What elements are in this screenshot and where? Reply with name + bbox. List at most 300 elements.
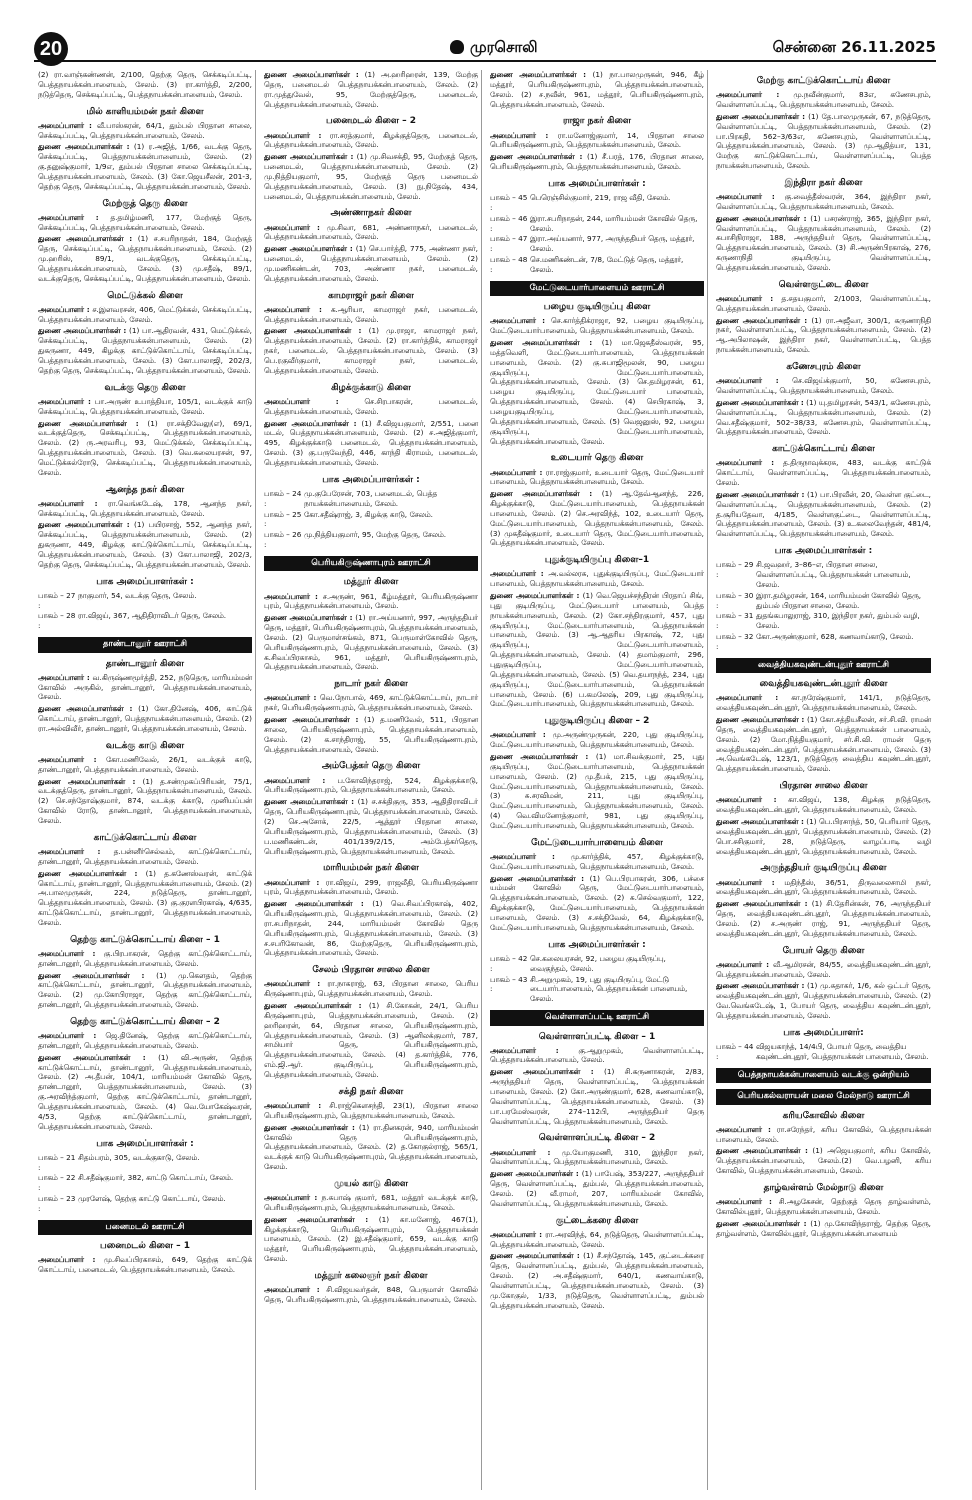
member-entry bbox=[264, 592, 478, 612]
ward-row bbox=[490, 975, 704, 1005]
section bbox=[490, 281, 704, 447]
member-entry bbox=[716, 899, 931, 938]
section bbox=[490, 939, 704, 1004]
role-label: அமைப்பாளர் : bbox=[716, 458, 775, 468]
section-title: பாக அமைப்பாளர்கள் : bbox=[548, 178, 646, 189]
role-label: துணை அமைப்பாளர்கள் : bbox=[38, 142, 130, 152]
ward-number: பாகம் – 27 : bbox=[38, 590, 76, 610]
member-entry bbox=[490, 152, 704, 172]
member-details: த.சதயகுமார், 2/1003, வெள்ளாளப்பட்டி, பெத்தநாயக்கன்பாளையம், சேலம். bbox=[716, 293, 931, 313]
ward-number: பாகம் – 43 : bbox=[490, 974, 528, 994]
section bbox=[716, 780, 931, 856]
member-details: (1) சி.கருணாகரன், 2/83, அருந்ததியர் தெரு, வெள்ளாளப்பட்டி, பெத்தநாயக்கன் பாளையம், சேலம். (2) கோ.அருண்குமார், 628, கணவாய்காடு, வெள்ளாளப்பட்டி, பெத்தநாயக்கன்பாளையம், சேலம். (3) பா.பரமேஸ்வரன், 274–112பி, அருந்ததியர் தெரு வெள்ளாளப்பட்டி, பெத்தநாயக்கன்பாளையம், சேலம். bbox=[490, 1067, 704, 1126]
role-label: துணை அமைப்பாளர்கள் : bbox=[716, 981, 805, 991]
role-label: துணை அமைப்பாளர்கள் : bbox=[38, 234, 133, 244]
section bbox=[716, 279, 931, 355]
section-title: நாடார் நகர் கிளை bbox=[334, 679, 408, 690]
role-label: அமைப்பாளர் : bbox=[490, 467, 543, 477]
member-entry bbox=[716, 398, 931, 437]
section-title: பிரதான சாலை கிளை bbox=[779, 781, 868, 792]
member-entry bbox=[490, 591, 704, 709]
member-details: வ.கிருஷ்ணமூர்த்தி, 252, நடுதெரு, மாரியம்மன் கோவில் அருகில், தாண்டானூர், பெத்தநாயக்கன்பாளையம், சேலம். bbox=[38, 672, 252, 702]
member-entry bbox=[264, 326, 478, 375]
header-rule bbox=[34, 60, 936, 62]
section-title: பனைமடல் கிளை – 1 bbox=[100, 1241, 190, 1252]
ward-row bbox=[490, 214, 704, 234]
member-details: (1) ர.அஜித், 1/66, வடக்கு தெரு, செக்கடிப்பட்டி, பெத்தநாயக்கன்பாளையம், சேலம். (2) கு.தனுஷ்குமார், 1/9எ, தும்பல் பிரதான சாலை செக்கடிப்பட்டி, பெத்தநாயக்கன்பாளையம், சேலம். (3) கோ.ஜெயசீலன், 201-3, தெற்கு தெரு, செக்கடிப்பட்டி, பெத்தநாயக்கன்பாளையம், சேலம். bbox=[38, 142, 252, 191]
member-entry bbox=[38, 777, 252, 826]
role-label: அமைப்பாளர் : bbox=[264, 1285, 320, 1295]
role-label: அமைப்பாளர் : bbox=[716, 192, 775, 202]
ward-organiser: மு.குபேரேசன், 703, பனைமடல், பெத்த நாயக்கன்பாளையம், சேலம். bbox=[304, 488, 438, 508]
member-details: ந.சுபாஷ் குமார், 681, மத்தூர் வடக்குக் காடு, பெரியகிருஷ்ணாபுரம், பெத்தநாயக்கன்பாளையம், சேலம். bbox=[264, 1193, 479, 1212]
role-label: அமைப்பாளர் : bbox=[264, 775, 326, 785]
section bbox=[490, 452, 704, 548]
role-label: அமைப்பாளர் : bbox=[716, 877, 775, 887]
ward-row bbox=[490, 193, 704, 213]
role-label: துணை அமைப்பாளர்கள் : bbox=[490, 1251, 580, 1261]
member-details: (1) ச.சபரிநாதன், 184, மேற்குத் தெரு, செக்கடிப்பட்டி, பெத்தநாயக்கன்பாளையம், சேலம். (2) மு.ஹரிஸ், 89/1, வடக்குதெரு, செக்கடிப்பட்டி, பெத்தநாயக்கன்பாளையம், சேலம். (3) மு.சதீஷ், 89/1, வடக்குதெரு, செக்கடிப்பட்டி, பெத்தநாயக்கன்பாளையம், சேலம். bbox=[38, 234, 252, 283]
member-details: வீ.பாஸ்கரன், 64/1, தும்பல் பிரதான சாலை, செக்கடிப்பட்டி, பெத்தநாயக்கன்பாளையம், சேலம். bbox=[38, 120, 253, 140]
ward-organiser: கோ.அருண்குமார், 628, கணவாய்காடு, சேலம். bbox=[756, 632, 914, 642]
role-label: துணை அமைப்பாளர்கள் : bbox=[38, 776, 136, 786]
member-details: மு.சிவா, 681, அண்ணாநகர், பனைமடல், பெத்தநாயக்கன்பாளையம், சேலம். bbox=[264, 222, 478, 242]
role-label: அமைப்பாளர் : bbox=[264, 396, 339, 406]
panchayat-banner: மேட்டுடையார்பாளையம் ஊராட்சி bbox=[490, 281, 704, 296]
ward-row bbox=[38, 591, 252, 611]
role-label: துணை அமைப்பாளர்கள் : bbox=[264, 613, 353, 623]
section-title: பாக அமைப்பாளர்: bbox=[783, 1027, 864, 1038]
role-label: துணை அமைப்பாளர்கள் : bbox=[264, 1001, 362, 1011]
column-2 bbox=[264, 70, 482, 1490]
member-details: க.ஆரியா, காமராஜர் நகர், பனைமடல், பெத்தநாயக்கன்பாளையம், சேலம். bbox=[264, 304, 478, 324]
member-details: மதிந்தீஸ், 36/51, திருவலைசாமி நகர், வைத்தியகவுண்டன்புதூர், பெத்தநாயக்கன்பாளையம், சேலம். bbox=[716, 877, 932, 897]
ward-number: பாகம் – 42 : bbox=[490, 953, 528, 973]
ward-organiser: முரளேஷ், தெற்கு காட்டு கொட்டாய், சேலம். bbox=[78, 1194, 226, 1204]
member-details: மு.அருண்முருகன், 220, புது குடியிருப்பு, மேட்டுடையார்பாளையம், பெத்தநாயக்கன்பாளையம், சேலம். bbox=[490, 730, 704, 750]
section bbox=[490, 554, 704, 709]
member-entry bbox=[490, 1046, 704, 1066]
member-entry bbox=[490, 730, 704, 750]
member-details: த.தமிழ்மணி, 177, மேற்குத் தெரு, செக்கடிப்பட்டி, பெத்தநாயக்கன்பாளையம், சேலம். bbox=[38, 212, 253, 232]
section-title: புதுக்குடியிருப்பு கிளை–1 bbox=[544, 555, 650, 566]
member-details: கு.பிரபாகரன், தெற்கு காட்டுக்கொட்டாய், தாண்டானூர், பெத்தநாயக்கன்பாளையம், சேலம். bbox=[38, 948, 252, 968]
member-entry bbox=[490, 70, 704, 109]
section-title: உடையார் தெரு கிளை bbox=[550, 453, 644, 464]
section-title: புதுகுடியிருப்பு கிளை – 2 bbox=[544, 716, 650, 727]
ward-organiser: ரா.விஜய், 367, ஆதிதிராவிடர் தெரு, சேலம். bbox=[78, 611, 227, 621]
role-label: அமைப்பாளர் : bbox=[264, 591, 318, 601]
section-title: அருந்ததியர் குடியிருப்பு கிளை bbox=[760, 863, 887, 874]
role-label: துணை அமைப்பாளர்கள் : bbox=[716, 899, 808, 909]
member-details: (1) கா.மனோஜ், 467(1), கிழக்குக்காடு, பெரியகிருஷ்ணாபுரம், பெத்தநாயக்கன் பாளையம், சேலம். (2) இ.சதீஷ்குமார், 659, வடக்கு காடு மத்தூர், பெரியகிருஷ்ணாபுரம், பெத்தநாயக்கன்பாளையம், சேலம். bbox=[264, 1214, 478, 1264]
section bbox=[38, 1220, 252, 1275]
role-label: அமைப்பாளர் : bbox=[38, 672, 90, 682]
panchayat-banner: பெத்தநாயக்கன்பாளையம் வடக்கு ஒன்றியம் bbox=[716, 1068, 931, 1083]
member-details: சி.அழகேசன், தெற்குத் தெரு தாழ்வள்ளம், கோவில்புதூர், பெத்தநாயக்கன்பாளையம், சேலம். bbox=[716, 1197, 931, 1216]
section-title: தாழ்வள்ளம் மேல்நாடு கிளை bbox=[763, 1182, 884, 1193]
ward-organiser: சி.ஜவஹர், 3–86–எ, பிரதான சாலை, வெள்ளாளப்பட்டி, பெத்தநாயக்கன் பாளையம், சேலம். bbox=[756, 560, 911, 589]
member-details: ச.இளவரசன், 406, மெட்டுக்கல், செக்கடிப்பட்டி, பெத்தநாயக்கன்பாளையம், சேலம். bbox=[38, 304, 252, 324]
section bbox=[490, 1010, 704, 1126]
ward-organiser: சி.சதீஷ்குமார், 382, காட்டு கொட்டாய், சேலம். bbox=[78, 1173, 234, 1183]
member-details: மு.சிவப்பிரகாசம், 649, தெற்கு காட்டுக் கொட்டாய், பனைமடல், பெத்தநாயக்கன்பாளையம், சேலம். bbox=[38, 1255, 253, 1275]
ward-number: பாகம் – 30 : bbox=[716, 590, 754, 610]
section bbox=[490, 715, 704, 831]
member-entry bbox=[490, 1148, 704, 1168]
member-entry bbox=[716, 490, 931, 539]
member-entry bbox=[264, 979, 478, 999]
section bbox=[716, 1089, 931, 1176]
member-details: மு.யோகுமணி, 310, இந்திரா நகர், வெள்ளாளப்பட்டி, பெத்தநாயக்கன்பாளையம், சேலம். bbox=[490, 1147, 705, 1167]
ward-organiser: நாகுமார், 54, வடக்கு தெரு, சேலம். bbox=[78, 590, 197, 600]
member-details: (1) பெ.பிரபாகரன், 306, பச்சை யம்மன் கோவில் தெரு, மேட்டுடையார்பாளையம், பெத்தநாயக்கன்பாளையம், சேலம். (2) சு.செல்வகுமார், 122, கிழக்குக்காடு, மேட்டுடையார்பாளையம், பெத்தநாயக்கன் பாளையம், சேலம். (3) ச.சக்திவேல், 64, கிழக்குக்காடு, மேட்டுடையார்பாளையம், பெத்தநாயக்கன்பாளையம், சேலம். bbox=[490, 873, 704, 932]
role-label: அமைப்பாளர் : bbox=[716, 693, 779, 703]
ward-row bbox=[716, 560, 931, 590]
role-label: துணை அமைப்பாளர்கள் : bbox=[716, 213, 807, 223]
section-title: வைத்தியகவுண்டன்புதூர் கிளை bbox=[759, 679, 888, 690]
ward-row bbox=[716, 611, 931, 631]
role-label: துணை அமைப்பாளர்கள் : bbox=[490, 752, 589, 762]
member-details: (1) அ.ஹரிஹரன், 139, மேற்கு தெரு, பனைமடல் பெத்தநாயக்கன்பாளையம், சேலம். (2) ரா.முத்துவேல், 95, மேற்குத்தெரு, பனைமடல், பெத்தநாயக்கன்பாளையம், சேலம். bbox=[264, 70, 478, 109]
role-label: அமைப்பாளர் : bbox=[264, 222, 320, 232]
member-entry bbox=[490, 1251, 704, 1310]
newspaper-name bbox=[450, 38, 538, 58]
column-4 bbox=[716, 70, 934, 1490]
member-entry bbox=[490, 338, 704, 446]
member-details: கா.விஜய், 138, கிழக்கு நடுத்தெரு, வைத்தியகவுண்டன்புதூர், பெத்தநாயக்கன்பாளையம், சேலம். bbox=[716, 795, 931, 815]
ward-row bbox=[38, 611, 252, 631]
ward-row bbox=[38, 1173, 252, 1193]
ward-organiser: செ.கலையரசன், 92, பழைய குடியிருப்பு, வைகுந்தம், சேலம். bbox=[530, 953, 666, 973]
member-details: கு.ஆறுமுகம், வெள்ளாளப்பட்டி, பெத்தநாயக்கன்பாளையம், சேலம். bbox=[490, 1045, 704, 1065]
section-title: பாக அமைப்பாளர்கள் : bbox=[96, 576, 194, 587]
role-label: அமைப்பாளர் : bbox=[716, 90, 780, 100]
section bbox=[264, 964, 478, 1080]
member-entry bbox=[716, 817, 931, 856]
role-label: துணை அமைப்பாளர்கள் : bbox=[264, 797, 355, 807]
ward-number: பாகம் – 24 : bbox=[264, 488, 302, 508]
member-entry bbox=[716, 458, 931, 488]
role-label: துணை அமைப்பாளர்கள் : bbox=[490, 338, 593, 348]
ward-number: பாகம் – 22 : bbox=[38, 1173, 76, 1193]
section-title: வெள்ளாளப்பட்டி கிளை – 2 bbox=[538, 1133, 656, 1144]
member-details: (1) வி.அருண், தெற்கு காட்டுக்கொட்டாய், தாண்டானூர், பெத்தநாயக்கன்பாளையம், சேலம். (2) அ.தீபன், 104/1, மாரியம்மன் கோவில் தெரு, தாண்டானூர், பெத்தநாயக்கன்பாளையம், சேலம். (3) கு.அரவிந்த்குமார், தெற்கு காட்டுக்கொட்டாய், தாண்டானூர், பெத்தநாயக்கன்பாளையம், சேலம். (4) வெ.யோகேஷ்வரன், 4/53, தெற்கு காட்டுக்கொட்டாய், தாண்டானூர், பெத்தநாயக்கன்பாளையம், சேலம். bbox=[38, 1052, 252, 1131]
role-label: அமைப்பாளர் : bbox=[264, 979, 321, 989]
role-label: துணை அமைப்பாளர்கள் : bbox=[264, 715, 359, 725]
member-details: அ.வல்லரசு, புதுக்குடியிருப்பு, மேட்டுடையார் பாளையம், பெத்தநாயக்கன்பாளையம், சேலம். bbox=[490, 569, 704, 589]
member-entry bbox=[716, 960, 931, 980]
section-title: முயல் காடு கிளை bbox=[334, 1178, 408, 1189]
member-entry bbox=[716, 294, 931, 314]
member-details: (1) ரா.தினகரன், 940, மாரியம்மன் கோவில் தெரு பெரியகிருஷ்ணாபுரம், பெத்தநாயக்கன்பாளையம், சேலம். (2) த.கோகுல்ராஜ், 565/1, வடக்குக் காடு பெரியகிருஷ்ணாபுரம், பெத்தநாயக்கன்பாளையம், சேலம். bbox=[264, 1122, 478, 1172]
ward-number: பாகம் – 47 : bbox=[490, 234, 528, 254]
section bbox=[38, 740, 252, 826]
section-title: பாக அமைப்பாளர்கள் : bbox=[548, 939, 646, 950]
member-details: வீ.ஆமிரசன், 84/55, வைத்தியகவுண்டன்புதூர், பெத்தநாயக்கன்பாளையம், சேலம். bbox=[716, 959, 931, 979]
section-title: குட்டைக்கரை கிளை bbox=[555, 1215, 639, 1226]
role-label: அமைப்பாளர் : bbox=[490, 1229, 543, 1239]
member-details: (1) பெ.பிரசாந்த், 50, பெரியார் தெரு, வைத்தியகவுண்டன்புதூர், பெத்தநாயக்கன்பாளையம், சேலம். (2) பொ.சசிகுமார், 28, நடுத்தெரு, வாழப்பாடி வழி வைத்தியகவுண்டன்புதூர், பெத்தநாயக்கன்பாளையம், சேலம். bbox=[716, 817, 932, 856]
ward-number: பாகம் – 26 : bbox=[264, 530, 302, 550]
member-entry bbox=[264, 397, 478, 417]
section-title: வடக்கு தெரு கிளை bbox=[104, 382, 186, 393]
section bbox=[716, 862, 931, 938]
ward-number: பாகம் – 28 : bbox=[38, 611, 76, 631]
ward-number: பாகம் – 45 : bbox=[490, 193, 528, 212]
member-entry bbox=[716, 981, 931, 1020]
ward-number: பாகம் – 46 : bbox=[490, 213, 528, 233]
member-entry bbox=[490, 489, 704, 548]
role-label: துணை அமைப்பாளர்கள் : bbox=[264, 418, 357, 428]
ward-row bbox=[490, 234, 704, 254]
member-details: ரா.மனோஜ்குமார், 14, பிரதான சாலை பெரியகிருஷ்ணாபுரம், பெத்தநாயக்கன்பாளையம், சேலம். bbox=[490, 130, 704, 150]
role-label: துணை அமைப்பாளர்கள் : bbox=[490, 1067, 594, 1077]
section-title: மத்தூர் கிளை bbox=[343, 577, 399, 588]
role-label: துணை அமைப்பாளர்கள் : bbox=[490, 591, 580, 601]
member-entry bbox=[38, 142, 252, 191]
role-label: அமைப்பாளர் : bbox=[264, 304, 322, 314]
ward-organiser: சி.அறுமுகம், 19, புது குடியிருப்பு, மேட்டு டையார்பாளையம், பெத்தநாயக்கன் பாளையம், சேலம். bbox=[530, 974, 688, 1004]
columns-container bbox=[38, 70, 934, 1490]
member-entry bbox=[264, 1193, 478, 1213]
member-details: ச.அருண், 961, கீழ்மத்தூர், பெரியகிருஷ்ணா புரம், பெத்தநாயக்கன்பாளையம், சேலம். bbox=[264, 591, 478, 611]
section bbox=[38, 198, 252, 284]
ward-organiser: துதங்கபாலுராஜ், 310, இந்திரா நகர், தும்பல் வழி, சேலம். bbox=[756, 611, 920, 631]
member-details: ப.கோவிந்தராஜ், 524, கிழக்குக்காடு, பெரியகிருஷ்ணாபுரம், பெத்தநாயக்கன்பாளையம், சேலம். bbox=[264, 775, 478, 795]
section bbox=[38, 1138, 252, 1214]
member-details: ரா.அரவிந்த், 64, நடுத்தெரு, வெள்ளாளப்பட்டி, பெத்தநாயக்கன்பாளையம், சேலம். bbox=[490, 1229, 704, 1249]
section bbox=[38, 832, 252, 928]
member-entry bbox=[490, 131, 704, 151]
role-label: துணை அமைப்பாளர்கள் : bbox=[264, 1214, 369, 1224]
member-details: (1) ரா.சக்திவேலு(எ), 69/1, வடக்குத்தெரு, செக்கடிப்பட்டி, பெத்தநாயக்கன்பாளையம், சேலம். (2) ரு.அரவரிபு, 93, மெட்டுக்கல், செக்கடிப்பட்டி, பெத்தநாயக்கன்பாளையம், சேலம். (3) வெ.கலையரசன், 97, மெட்டுக்கல்ரோடு, செக்கடிப்பட்டி, பெத்தநாயக்கன்பாளையம், சேலம். bbox=[38, 418, 252, 477]
section-title: காட்டுக்கொட்டாய் கிளை bbox=[772, 444, 875, 455]
ward-number: பாகம் – 48 : bbox=[490, 255, 528, 274]
section bbox=[716, 1068, 931, 1083]
member-details: செ.விஜய்க்குமார், 50, கணேசபுரம், வெள்ளாளப்பட்டி, பெத்தநாயக்கன்பாளையம், சேலம். bbox=[716, 376, 931, 395]
section-title: மேற்குத் தெரு கிளை bbox=[102, 198, 188, 209]
member-details: ரா.வெங்கடேஷ், 178, ஆனந்த நகர், செக்கடிப்பட்டி, பெத்தநாயக்கன்பாளையம், சேலம். bbox=[38, 498, 252, 518]
role-label: துணை அமைப்பாளர்கள் : bbox=[264, 326, 362, 336]
member-entry bbox=[490, 1067, 704, 1126]
member-entry bbox=[490, 1169, 704, 1208]
member-details: ரா.ராஜ்குமார், உடையார் தெரு, மேட்டுடையார் பாளையம், பெத்தநாயக்கன்பாளையம், சேலம். bbox=[490, 467, 704, 487]
member-details: (1) மா.சிவக்குமார், 25, புது குடியிருப்பு, மேட்டுடையார்பாளையம், பெத்தநாயக்கன் பாளையம், சேலம். (2) மு.தீபக், 215, புது குடியிருப்பு, மேட்டுடையார்பாளையம், பெத்தநாயக்கன்பாளையம், சேலம். (3) சு.சரவிமன், 211, புது குடியிருப்பு, மேட்டுடையார்பாளையம், பெத்தநாயக்கன்பாளையம், சேலம். (4) வெ.விமனோத்குமார், 981, புது குடியிருப்பு, மேட்டுடையார்பாளையம், பெத்தநாயக்கன்பாளையம், சேலம். bbox=[490, 752, 704, 830]
member-entry bbox=[38, 121, 252, 141]
section-title: தாண்டானூர் கிளை bbox=[105, 658, 185, 669]
ward-number: பாகம் – 25 : bbox=[264, 509, 302, 529]
role-label: அமைப்பாளர் : bbox=[264, 1193, 318, 1203]
section bbox=[490, 70, 704, 109]
role-label: அமைப்பாளர் : bbox=[716, 293, 774, 303]
role-label: அமைப்பாளர் : bbox=[38, 1255, 96, 1265]
member-entry bbox=[716, 90, 931, 110]
member-entry bbox=[38, 704, 252, 734]
member-details: (1) பசரண்ராஜ், 365, இந்திரா நகர், வெள்ளாளப்பட்டி, பெத்தநாயக்கன்பாளையம், சேலம். (2) சுபாசிநிராஜா, 188, அருந்ததியர் தெரு, வெள்ளாளப்பட்டி, பெத்தநாயக்கன்பாளையம், சேலம். (3) சி.அருண்பிரகாஷ், 276, கருணாநிதி குடியிருப்பு, வெள்ளாளப்பட்டி, பெத்தநாயக்கன்பாளையம், சேலம். bbox=[716, 213, 931, 272]
ward-organiser: சிதம்பரம், 305, வடக்குகாடு, சேலம். bbox=[78, 1152, 200, 1162]
member-entry bbox=[716, 112, 931, 171]
member-details: (1) அஜெயகுமார், கரிய கோவில், பெத்தநாயக்கன்பாளையம், சேலம்.(2) வெ.பழனி, கரிய கோவில், பெத்தநாயக்கன்பாளையம், சேலம். bbox=[716, 1146, 931, 1176]
member-entry bbox=[716, 1125, 931, 1145]
role-label: துணை அமைப்பாளர்கள் : bbox=[38, 326, 127, 336]
member-details: (1) மு.கோவிந்தராஜ், தெற்கு தெரு, தாழ்வள்ளம், கோவில்புதூர், பெத்தநாயக்கன்பாளையம் bbox=[716, 1218, 931, 1238]
member-entry bbox=[264, 419, 478, 468]
member-entry bbox=[264, 715, 478, 754]
member-details: (1) யு.தமிழரசன், 543/1, கணேசபுரம், வெள்ளாளப்பட்டி, பெத்தநாயக்கன்பாளையம், சேலம். (2) வெ.சதீஷ்குமார், 502–38/33, கணேசபுரம், வெள்ளாளப்பட்டி, பெத்தநாயக்கன்பாளையம், சேலம். bbox=[716, 397, 931, 437]
role-label: அமைப்பாளர் : bbox=[490, 730, 546, 740]
member-entry bbox=[38, 326, 252, 375]
role-label: துணை அமைப்பாளர்கள் : bbox=[38, 868, 138, 878]
role-label: அமைப்பாளர் : bbox=[38, 498, 98, 508]
role-label: அமைப்பாளர் : bbox=[716, 1124, 771, 1134]
section bbox=[716, 545, 931, 652]
role-label: துணை அமைப்பாளர்கள் : bbox=[716, 315, 808, 325]
column-3 bbox=[490, 70, 708, 1490]
section bbox=[490, 1132, 704, 1208]
section-title: மில் காளியம்மன் நகர் கிளை bbox=[86, 106, 204, 117]
member-details: செ.கார்த்திக்ராஜா, 92, பழைய குடியிருப்பு, மேட்டுடையார்பாளையம், பெத்தநாயக்கன்பாளையம், சேலம். bbox=[490, 316, 704, 336]
ward-organiser: இரா.அய்யனார், 977, அருந்ததியர் தெரு, மத்தூர், சேலம். bbox=[530, 234, 695, 254]
section-title: வெள்ளாளப்பட்டி கிளை – 1 bbox=[538, 1031, 656, 1042]
ward-organiser: பெரெஞ்சில்குமார், 219, ராஜ வீதி, சேலம். bbox=[530, 193, 671, 203]
member-details: (1) ஆ.தேவ்ஆனந்த், 226, கிழக்குக்காடு, மேட்டுடையார்பாளையம், பெத்தநாயக்கன் பாளையம், சேலம். (2) செ.அரவிந்த், 102, உடையார் தெரு, மேட்டுடையார்பாளையம், பெத்தநாயக்கன்பாளையம், சேலம். (3) முகதீஷ்குமார், உடையார் தெரு, மேட்டுடையார்பாளையம், பெத்தநாயக்கன்பாளையம், சேலம். bbox=[490, 489, 704, 548]
member-details: ரா.சரத்குமார், கிழக்குத்தெரு, பனைமடல், பெத்தநாயக்கன்பாளையம், சேலம். bbox=[264, 130, 478, 150]
role-label: அமைப்பாளர் : bbox=[490, 1045, 559, 1055]
section bbox=[38, 934, 252, 1010]
section bbox=[38, 382, 252, 478]
section bbox=[716, 75, 931, 171]
section bbox=[490, 178, 704, 275]
ward-row bbox=[38, 1194, 252, 1214]
member-entry bbox=[490, 752, 704, 831]
role-label: துணை அமைப்பாளர்கள் : bbox=[716, 715, 805, 725]
role-label: துணை அமைப்பாளர்கள் : bbox=[38, 704, 133, 714]
member-entry bbox=[38, 305, 252, 325]
murasoli-logo-icon bbox=[450, 40, 464, 54]
member-details: (1) வெ.சிவப்பிரகாஷ், 402, பெரியகிருஷ்ணாபுரம், பெத்தநாயக்கன்பாளையம், சேலம். (2) ரா.சபரிநாதன், 244, மாரியம்மன் கோவில் தெரு பெரியகிருஷ்ணாபுரம், பெத்தநாயக்கன்பாளையம், சேலம். (3) ச.சபரிகோவன், 86, மேற்குதெரு, பெரியகிருஷ்ணாபுரம், பெத்தநாயக்கன்பாளையம், சேலம். bbox=[264, 899, 478, 958]
section-title: மத்தூர் கலைஞர் நகர் கிளை bbox=[314, 1270, 428, 1281]
role-label: துணை அமைப்பாளர்கள் : bbox=[38, 520, 130, 530]
panchayat-banner: பெரியகல்வராயன் மலை மேல்நாடு ஊராட்சி bbox=[716, 1089, 931, 1104]
member-entry bbox=[38, 1053, 252, 1132]
member-entry bbox=[716, 1197, 931, 1217]
member-entry bbox=[264, 878, 478, 898]
section bbox=[264, 115, 478, 201]
role-label: அமைப்பாளர் : bbox=[38, 948, 96, 958]
ward-row bbox=[490, 255, 704, 275]
section-title: தெற்கு காட்டுக்கொட்டாய் கிளை – 1 bbox=[70, 934, 220, 945]
section-title: பனைமடல் கிளை – 2 bbox=[326, 116, 416, 127]
member-entry bbox=[716, 1146, 931, 1176]
section bbox=[716, 1027, 931, 1062]
role-label: அமைப்பாளர் : bbox=[38, 212, 99, 222]
section bbox=[38, 1016, 252, 1132]
member-entry bbox=[264, 797, 478, 856]
member-entry bbox=[264, 1123, 478, 1172]
section bbox=[38, 70, 252, 100]
section-title: கணேசபுரம் கிளை bbox=[786, 361, 861, 372]
member-entry bbox=[490, 468, 704, 488]
edition-date: சென்னை 26.11.2025 bbox=[772, 38, 936, 56]
member-details: (1) ரா.அய்யனார், 997, அருந்ததியர் தெரு, மத்தூர், பெரியகிருஷ்ணாபுரம், பெத்தநாயக்கன்பாளையம், சேலம். (2) பெருமாள்சங்கம், 871, பெருமாள்கோவில் தெரு, பெரியகிருஷ்ணாபுரம், பெத்தநாயக்கன்பாளையம், சேலம். (3) க.சிவப்பிரகாசம், 961, மத்தூர், பெரியகிருஷ்ணாபுரம், பெத்தநாயக்கன்பாளையம், சேலம். bbox=[264, 613, 478, 672]
page-number: 20 bbox=[34, 32, 68, 66]
section bbox=[38, 637, 252, 734]
newspaper-title: முரசொலி bbox=[470, 38, 538, 56]
section-title: அம்பேத்கர் தெரு கிளை bbox=[321, 761, 421, 772]
ward-organiser: செ.மணிகண்டன், 7/8, மேட்டுத் தெரு, மத்தூர், சேலம். bbox=[530, 255, 684, 274]
member-details: (1) ரா.அஜீவா, 300/1, கருணாநிதி நகர், வெள்ளாளப்பட்டி, பெத்தநாயக்கன்பாளையம், சேலம். (2) ஆ.அபிலாஷன், இந்திரா நகர், வெள்ளாளப்பட்டி, பெத்த நாயக்கன்பாளையம், சேலம். bbox=[716, 315, 931, 355]
role-label: அமைப்பாளர் : bbox=[716, 795, 777, 805]
role-label: துணை அமைப்பாளர்கள் : bbox=[264, 70, 359, 79]
member-details: (1) ச.சக்திகுரு, 353, ஆதிதிராவிடர் தெரு, பெரியகிருஷ்ணாபுரம், பெத்தநாயக்கன்பாளையம், சேலம். (2) செ.அசோக், 22/5, ஆத்தூர் பிரதான சாலை, பெரியகிருஷ்ணாபுரம், பெத்தநாயக்கன்பாளையம், சேலம். (3) ப.மணிகண்டன், 401/139/2/15, அம்பேத்கர்தெரு, பெரியகிருஷ்ணாபுரம், பெத்தநாயக்கன்பாளையம், சேலம். bbox=[264, 797, 478, 856]
panchayat-banner: வெள்ளாளப்பட்டி ஊராட்சி bbox=[490, 1010, 704, 1025]
section bbox=[716, 1182, 931, 1239]
member-entry bbox=[38, 234, 252, 283]
section bbox=[264, 678, 478, 754]
role-label: துணை அமைப்பாளர்கள் : bbox=[716, 111, 806, 121]
section-title: மெட்டுக்கல் கிளை bbox=[107, 290, 183, 301]
section-title: காட்டுக்கொட்டாய் கிளை bbox=[93, 832, 197, 843]
section-title: கரியகோவில் கிளை bbox=[782, 1110, 865, 1121]
section-title: காமராஜர் நகர் கிளை bbox=[328, 290, 414, 301]
member-entry bbox=[264, 223, 478, 243]
member-entry bbox=[716, 1219, 931, 1239]
member-entry bbox=[264, 613, 478, 672]
section bbox=[264, 70, 478, 109]
section bbox=[490, 837, 704, 933]
member-details: கோ.மணிவேல், 26/1, வடக்குக் காடு, தாண்டானூர், பெத்தநாயக்கன்பாளையம், சேலம். bbox=[38, 754, 252, 774]
member-entry bbox=[716, 192, 931, 212]
member-details: (1) பாபேஷ், 353/227, அருந்ததியர் தெரு, வெள்ளாளப்பட்டி, தும்பல், பெத்தநாயக்கன்பாளையம், சேலம். (2) வீ.ராமர், 207, மாரியம்மன் கோவில், வெள்ளாளப்பட்டி, பெத்தநாயக்கன்பாளையம், சேலம். bbox=[490, 1169, 704, 1208]
panchayat-banner: தாண்டானூர் ஊராட்சி bbox=[38, 637, 252, 652]
role-label: அமைப்பாளர் : bbox=[716, 1197, 772, 1207]
member-details: வெ.நோபால், 469, காட்டுக்கொட்டாய், நாடார் நகர், பெரியகிருஷ்ணாபுரம், பெத்தநாயக்கன்பாளையம், சேலம். bbox=[264, 693, 479, 713]
member-entry bbox=[264, 1215, 478, 1264]
role-label: அமைப்பாளர் : bbox=[38, 120, 92, 130]
ward-organiser: மு.நித்தியகுமார், 95, மேற்கு தெரு, சேலம். bbox=[304, 530, 447, 540]
member-details: (1) சீ.பரத், 176, பிரதான சாலை, பெரியகிருஷ்ணாபுரம், பெத்தநாயக்கன்பாளையம், சேலம். bbox=[490, 152, 704, 172]
role-label: துணை அமைப்பாளர்கள் : bbox=[490, 70, 586, 79]
member-details: (1) மு.கௌதம், தெற்கு காட்டுக்கொட்டாய், தாண்டானூர், பெத்தநாயக்கன்பாளையம், சேலம். (2) மு.கோபிராஜா, தெற்கு காட்டுக்கொட்டாய், தாண்டானூர், பெத்தநாயக்கன்பாளையம், சேலம். bbox=[38, 970, 252, 1010]
role-label: துணை அமைப்பாளர்கள் : bbox=[264, 1122, 355, 1132]
section bbox=[264, 290, 478, 376]
member-details: ஜெ.தினேஷ், தெற்கு காட்டுக்கொட்டாய், தாண்டானூர், பெத்தநாயக்கன்பாளையம், சேலம். bbox=[38, 1031, 252, 1050]
role-label: துணை அமைப்பாளர்கள் : bbox=[264, 899, 364, 909]
role-label: துணை அமைப்பாளர்கள் : bbox=[716, 1146, 808, 1156]
member-entry bbox=[716, 693, 931, 713]
role-label: துணை அமைப்பாளர்கள் : bbox=[38, 1052, 146, 1062]
section-title: ஆனந்த நகர் கிளை bbox=[105, 484, 185, 495]
ward-row bbox=[264, 510, 478, 530]
role-label: அமைப்பாளர் : bbox=[716, 376, 779, 386]
member-details: மு.கார்த்திக், 457, கிழக்குக்காடு, மேட்டுடையார்பாளையம், பெத்தநாயக்கன்பாளையம், சேலம். bbox=[490, 851, 704, 871]
member-details: (1) மு.சுதாகர், 1/6, கல் ஒட்டர் தெரு, வைத்தியகவுண்டன்புதூர், பெத்தநாயக்கன்பாளையம், சேலம். (2) வே.வெங்கடேஷ், 1, போயர் தெரு, வைத்திய கவுண்டன்புதூர், பெத்தநாயக்கன்பாளையம், சேலம். bbox=[716, 981, 932, 1020]
section bbox=[264, 556, 478, 672]
role-label: அமைப்பாளர் : bbox=[38, 846, 101, 856]
member-entry bbox=[264, 1101, 478, 1121]
role-label: துணை அமைப்பாளர்கள் : bbox=[716, 397, 804, 407]
role-label: அமைப்பாளர் : bbox=[490, 851, 555, 861]
member-entry bbox=[38, 419, 252, 478]
section bbox=[490, 1215, 704, 1311]
ward-number: பாகம் – 29 : bbox=[716, 560, 754, 580]
member-entry bbox=[38, 949, 252, 969]
role-label: துணை அமைப்பாளர்கள் : bbox=[490, 873, 585, 883]
section bbox=[716, 177, 931, 273]
member-details: (1) மு.ராஜா, காமராஜர் நகர், பெத்தநாயக்கன்பாளையம், சேலம். (2) ரா.கார்த்திக், காமராஜர் நகர், பனைமடல், பெத்தநாயக்கன்பாளையம், சேலம். (3) பெ.ரகுவீர்குமார், காமராஜர் நகர், பனைமடல், பெத்தநாயக்கன்பாளையம், சேலம். bbox=[264, 326, 478, 375]
role-label: அமைப்பாளர் : bbox=[38, 1031, 97, 1041]
